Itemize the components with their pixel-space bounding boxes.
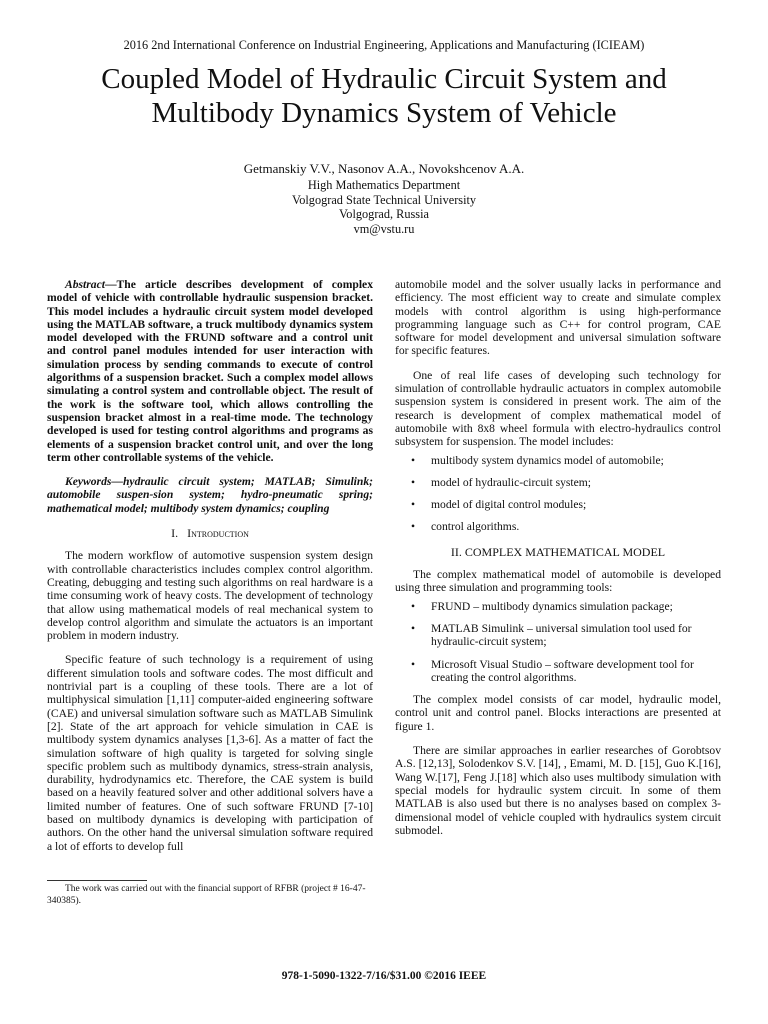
email: vm@vstu.ru [353,221,415,236]
paragraph: Specific feature of such technology is a requirement of using different simulation tools and software codes. The most difficult and nontrivial part is a coupling of these tools. There are a lot of multiphysical simulation [1,11] computer-aided engineering software (CAE) and universal simulation software such as MATLAB Simulink [2]. State of the art approach for vehicle simulation in CAE is multibody system dynamics analyses [1,3-6]. As a matter of fact the simulation software of high quality is targeted for solving single specific problem such as multibody dynamics, stress-strain analysis, durability, hydrodynamics etc. Therefore, the CAE system is build based on a heavily featured solver and other additional solvers have a limited number of features. One of such software FRUND [7-10] based on multibody dynamics is developing with participation of authors. On the other hand the universal simulation software required a lot of efforts to develop full [47,653,373,853]
section-title: Introduction [187,526,249,541]
paragraph: The complex mathematical model of automobile is developed using three simulation and programming tools: [395,568,721,595]
list-item: • multibody system dynamics model of automobile; [411,453,664,467]
abstract [47,278,373,464]
conference-header: 2016 2nd International Conference on Industrial Engineering, Applications and Manufacturing (ICIEAM) [123,38,645,52]
section-heading-introduction [47,527,373,540]
list-item: • MATLAB Simulink – universal simulation tool used for hydraulic-circuit system; [411,621,692,649]
footnote: The work was carried out with the financial support of RFBR (project # 16-47-340385). [47,884,366,906]
footnote-rule [47,880,147,881]
keywords-label: Keywords [65,475,112,489]
section-heading-model: II. COMPLEX MATHEMATICAL MODEL [450,544,666,559]
left-column [47,278,373,853]
bullet-icon: • [411,520,416,534]
location: Volgograd, Russia [339,207,429,221]
bullet-icon: • [411,475,416,489]
isbn-footer: 978-1-5090-1322-7/16/$31.00 ©2016 IEEE [281,970,487,982]
department: High Mathematics Department [307,178,461,192]
paragraph: There are similar approaches in earlier researches of Gorobtsov A.S. [12,13], Solodenkov S.V. [14], , Emami, M. D. [15], Guo K.[16], Wang W.[17], Feng J.[18] which also uses multibody simulation with special models for hydraulic system circuit. In some of them MATLAB is also used but there is no analyses based on complex 3-dimensional model of vehicle coupled with hydraulics system circuit submodel. [395,744,721,837]
paragraph: The complex model consists of car model, hydraulic model, control unit and control panel. Blocks interactions are presented at figure 1. [395,693,721,733]
bullet-icon: • [411,621,416,635]
bullet-icon: • [411,498,416,512]
list-item: • control algorithms. [411,520,520,534]
author-list: Getmanskiy V.V., Nasonov A.A., Novokshcenov A.A. [243,161,525,176]
right-column [395,278,721,837]
keywords [47,475,373,515]
university: Volgograd State Technical University [291,192,477,207]
list-item: • FRUND – multibody dynamics simulation package; [411,599,673,613]
list-item: • model of hydraulic-circuit system; [411,475,592,489]
model-components-list [395,454,721,534]
title-line: Multibody Dynamics System of Vehicle [151,97,617,129]
title-line: Coupled Model of Hydraulic Circuit System and [101,63,667,95]
affiliation [0,178,768,236]
paragraph: One of real life cases of developing such technology for simulation of controllable hydraulic actuators in complex automobile suspension system is considered in present work. The aim of the research is development of complex mathematical model of automobile with 8x8 wheel formula with electro-hydraulics control subsystem for suspension. The model includes: [395,368,721,449]
bullet-icon: • [411,453,416,467]
paragraph: The modern workflow of automotive suspension system design with controllable characteristics includes complex control algorithm. Creating, debugging and testing such algorithms on real hardware is a time consuming work of heavy costs. The development of technology that allow using mathematical models of real mechanical system to develop control algorithm and simulate the actuators is an important problem in modern industry. [47,549,373,643]
tools-list [395,600,721,684]
section-number: I. [171,526,179,541]
paragraph: automobile model and the solver usually lacks in performance and efficiency. The most efficient way to create and simulate complex models with control algorithm is using high-performance programming language such as C++ for control program, CAE software for model development and universal simulation software for specific features. [395,278,721,358]
paper-title [40,62,728,130]
abstract-text: —The article describes development of complex model of vehicle with controllable hydraulic suspension bracket. This model includes a hydraulic circuit system model developed using the MATLAB software, a truck multibody dynamics system model developed with the FRUND software and a control unit and control panel modules intended for user interaction with simulation process by sending commands to execute of control algorithms of a suspension bracket. Such a complex model allows simulating a control system and controllable object. The result of the work is the software tool, which allows controlling the suspension bracket almost in a real-time mode. The technology developed is used for testing control algorithms and programs as elements of a suspension bracket control unit, and over the long term other controllable systems of the vehicle. [47,278,373,464]
bullet-icon: • [411,657,416,671]
list-item: • model of digital control modules; [411,498,587,512]
keywords-text: —hydraulic circuit system; MATLAB; Simulink; automobile suspen-sion system; hydro-pneumatic spring; mathematical model; multibody system dynamics; coupling [47,475,373,515]
bullet-icon: • [411,599,416,613]
abstract-label: Abstract [65,278,105,291]
list-item: • Microsoft Visual Studio – software development tool for creating the control algorithms. [411,657,694,684]
